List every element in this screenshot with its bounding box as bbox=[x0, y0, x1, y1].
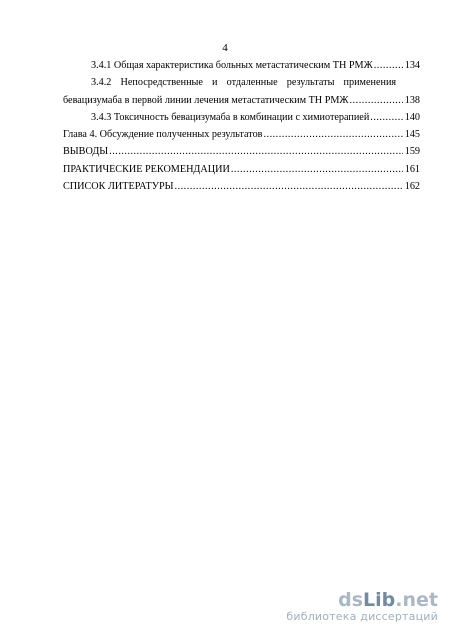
leader-dots bbox=[231, 164, 403, 176]
toc-entry-page: 140 bbox=[404, 111, 420, 123]
toc-entry-text: СПИСОК ЛИТЕРАТУРЫ bbox=[63, 181, 174, 193]
logo-part: .net bbox=[395, 589, 438, 611]
toc-entry-page: 161 bbox=[404, 163, 420, 175]
toc-entry-text: бевацизумаба в первой линии лечения метастатическим ТН РМЖ bbox=[63, 94, 349, 106]
logo-part: Lib bbox=[363, 589, 396, 611]
leader-dots bbox=[175, 181, 403, 193]
leader-dots bbox=[350, 95, 403, 107]
toc-entry-3-4-1 bbox=[63, 60, 420, 72]
toc-entry-3-4-3 bbox=[63, 112, 420, 124]
toc-entry-text: Глава 4. Обсуждение полученных результатов bbox=[63, 129, 263, 141]
toc-entry-3-4-2 bbox=[63, 95, 420, 107]
toc-entry-page: 138 bbox=[404, 94, 420, 106]
table-of-contents bbox=[63, 60, 420, 198]
leader-dots bbox=[263, 129, 402, 141]
logo-part: ds bbox=[338, 589, 364, 611]
watermark-subtitle: библиотека диссертаций bbox=[286, 610, 438, 623]
leader-dots bbox=[374, 60, 403, 72]
leader-dots bbox=[370, 112, 402, 124]
toc-entry-page: 145 bbox=[404, 129, 420, 141]
leader-dots bbox=[109, 146, 403, 158]
toc-entry-page: 159 bbox=[404, 146, 420, 158]
page-number: 4 bbox=[222, 42, 228, 54]
toc-entry-page: 162 bbox=[404, 181, 420, 193]
toc-entry-text: ПРАКТИЧЕСКИЕ РЕКОМЕНДАЦИИ bbox=[63, 163, 230, 175]
toc-entry-recommendations bbox=[63, 164, 420, 176]
toc-entry-text: 3.4.2 Непосредственные и отдаленные результаты применения bbox=[91, 77, 397, 89]
toc-entry-text: 3.4.3 Токсичность бевацизумаба в комбинации с химиотерапией bbox=[91, 111, 370, 123]
toc-entry-chapter-4 bbox=[63, 129, 420, 141]
watermark bbox=[286, 590, 438, 623]
toc-entry-text: ВЫВОДЫ bbox=[63, 146, 109, 158]
toc-entry-3-4-2-line1 bbox=[63, 77, 420, 89]
toc-entry-page: 134 bbox=[404, 60, 420, 71]
toc-entry-conclusions bbox=[63, 146, 420, 158]
watermark-logo bbox=[286, 590, 438, 610]
toc-entry-text: 3.4.1 Общая характеристика больных метастатическим ТН РМЖ bbox=[91, 60, 373, 71]
toc-entry-references bbox=[63, 181, 420, 193]
